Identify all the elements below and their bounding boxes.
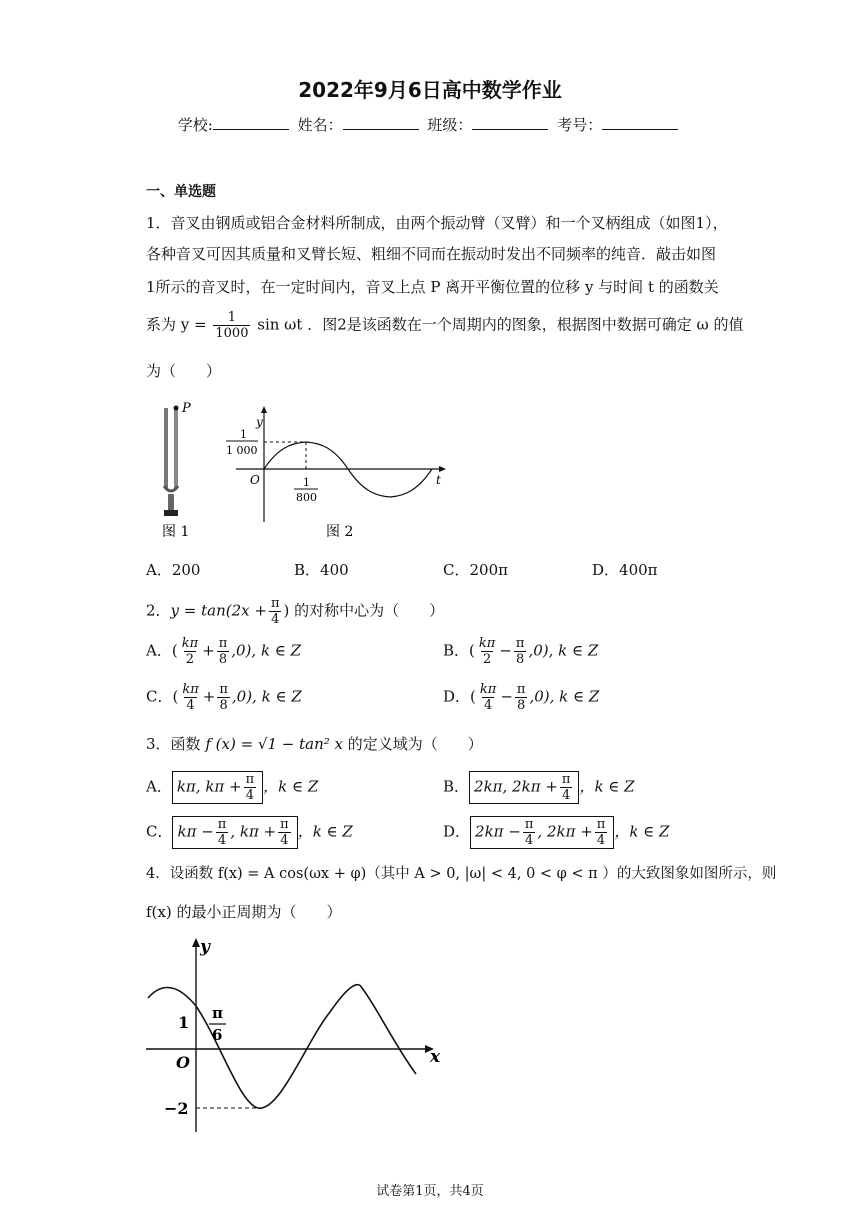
q1-line-3: 1所示的音叉时，在一定时间内，音叉上点 P 离开平衡位置的位移 y 与时间 t 的函数关 bbox=[146, 278, 719, 296]
school-blank[interactable] bbox=[213, 115, 289, 130]
tuning-fork-illustration bbox=[164, 406, 179, 517]
y-tick-numerator: 1 bbox=[240, 428, 247, 441]
q4-x-tick-pi: π bbox=[212, 1004, 223, 1022]
section-heading: 一、单选题 bbox=[146, 184, 216, 200]
q2-option-c[interactable]: C．( $\frac{k\pi}{4}$ + $\frac{\pi}{8}$ ,0), k ∈ Z bbox=[146, 682, 302, 713]
class-blank[interactable] bbox=[472, 115, 548, 130]
q4-y-axis-label: y bbox=[200, 937, 210, 957]
point-P-label: P bbox=[182, 401, 191, 416]
q1-line-5: 为（ ） bbox=[146, 362, 222, 380]
class-label: 班级： bbox=[427, 116, 473, 134]
q2-number: 2． bbox=[146, 601, 171, 620]
figure-2-caption: 图 2 bbox=[326, 524, 354, 540]
q1-figures bbox=[146, 398, 466, 546]
q4-line-1: 4．设函数 f(x) = A cos(ωx + φ)（其中 A > 0, |ω| < 4, 0 < φ < π ）的大致图象如图所示，则 bbox=[146, 866, 777, 882]
t-axis-label: t bbox=[436, 473, 441, 487]
q4-y-tick-1: 1 bbox=[178, 1013, 190, 1032]
q4-y-tick-neg2: −2 bbox=[164, 1099, 189, 1118]
q2-fraction: $\frac{\pi}{4}$ bbox=[270, 596, 280, 627]
q1-option-c[interactable]: C．200π bbox=[443, 561, 508, 579]
q2-option-d[interactable]: D．( $\frac{k\pi}{4}$ − $\frac{\pi}{8}$ ,0), k ∈ Z bbox=[443, 682, 600, 713]
student-info-line bbox=[0, 114, 860, 135]
q1-line-1: 1．音叉由钢质或铝合金材料所制成，由两个振动臂（叉臂）和一个叉柄组成（如图1）， bbox=[146, 214, 728, 232]
name-blank[interactable] bbox=[343, 115, 419, 130]
q3-option-a[interactable]: A． kπ, kπ + $\frac{\pi}{4}$ ，k ∈ Z bbox=[146, 772, 319, 803]
q4-cosine-figure bbox=[140, 934, 450, 1140]
q1-formula-lhs: 系为 y = bbox=[146, 315, 207, 334]
q2-option-b[interactable]: B．( $\frac{k\pi}{2}$ − $\frac{\pi}{8}$ ,0), k ∈ Z bbox=[443, 636, 599, 667]
q1-option-a[interactable]: A．200 bbox=[146, 561, 201, 579]
page-footer: 试卷第1页，共4页 bbox=[376, 1184, 484, 1199]
q1-formula-rhs: sin ωt ．图2是该函数在一个周期内的图象，根据图中数据可确定 ω 的值 bbox=[257, 315, 744, 334]
cosine-curve bbox=[148, 985, 416, 1108]
x-tick-denominator: 800 bbox=[296, 491, 317, 504]
q4-x-tick-6: 6 bbox=[212, 1026, 223, 1044]
exam-number-label: 考号： bbox=[557, 116, 603, 134]
x-tick-numerator: 1 bbox=[303, 476, 310, 489]
q4-origin-label: O bbox=[176, 1053, 190, 1072]
q1-line-4 bbox=[146, 310, 744, 341]
q2-formula-start: y = tan(2x + bbox=[170, 601, 267, 620]
y-axis-label: y bbox=[256, 415, 263, 429]
q4-x-axis-label: x bbox=[430, 1047, 441, 1067]
q1-option-b[interactable]: B．400 bbox=[294, 561, 349, 579]
sine-graph bbox=[236, 406, 446, 522]
figure-1-caption: 图 1 bbox=[162, 524, 190, 540]
school-label: 学校: bbox=[177, 116, 213, 134]
q1-option-d[interactable]: D．400π bbox=[592, 561, 658, 579]
q3-formula: f (x) = √1 − tan² x bbox=[205, 735, 343, 753]
q3-option-b[interactable]: B． 2kπ, 2kπ + $\frac{\pi}{4}$ ，k ∈ Z bbox=[443, 772, 635, 803]
q3-question: 的定义域为（ ） bbox=[347, 735, 483, 753]
y-tick-denominator: 1 000 bbox=[226, 444, 258, 457]
origin-label: O bbox=[250, 473, 260, 487]
q3-stem bbox=[146, 733, 483, 754]
q3-option-d[interactable]: D． 2kπ − $\frac{\pi}{4}$ , 2kπ + $\frac{\pi}{4}$ ，k ∈ Z bbox=[443, 817, 670, 848]
q2-stem bbox=[146, 596, 444, 627]
q4-line-2: f(x) 的最小正周期为（ ） bbox=[146, 903, 342, 921]
q2-option-a[interactable]: A．( $\frac{k\pi}{2}$ + $\frac{\pi}{8}$ ,0), k ∈ Z bbox=[146, 636, 302, 667]
q1-fraction: $\frac{1}{1000}$ bbox=[215, 310, 249, 341]
exam-number-blank[interactable] bbox=[602, 115, 678, 130]
page-title: 2022年9月6日高中数学作业 bbox=[298, 78, 562, 102]
name-label: 姓名： bbox=[297, 116, 343, 134]
q3-option-c[interactable]: C． kπ − $\frac{\pi}{4}$ , kπ + $\frac{\pi}{4}$ ，k ∈ Z bbox=[146, 817, 353, 848]
q3-number: 3．函数 bbox=[146, 735, 201, 753]
q2-formula-end: ) 的对称中心为（ ） bbox=[283, 601, 445, 620]
q1-line-2: 各种音叉可因其质量和叉臂长短、粗细不同而在振动时发出不同频率的纯音．敲击如图 bbox=[146, 245, 717, 263]
